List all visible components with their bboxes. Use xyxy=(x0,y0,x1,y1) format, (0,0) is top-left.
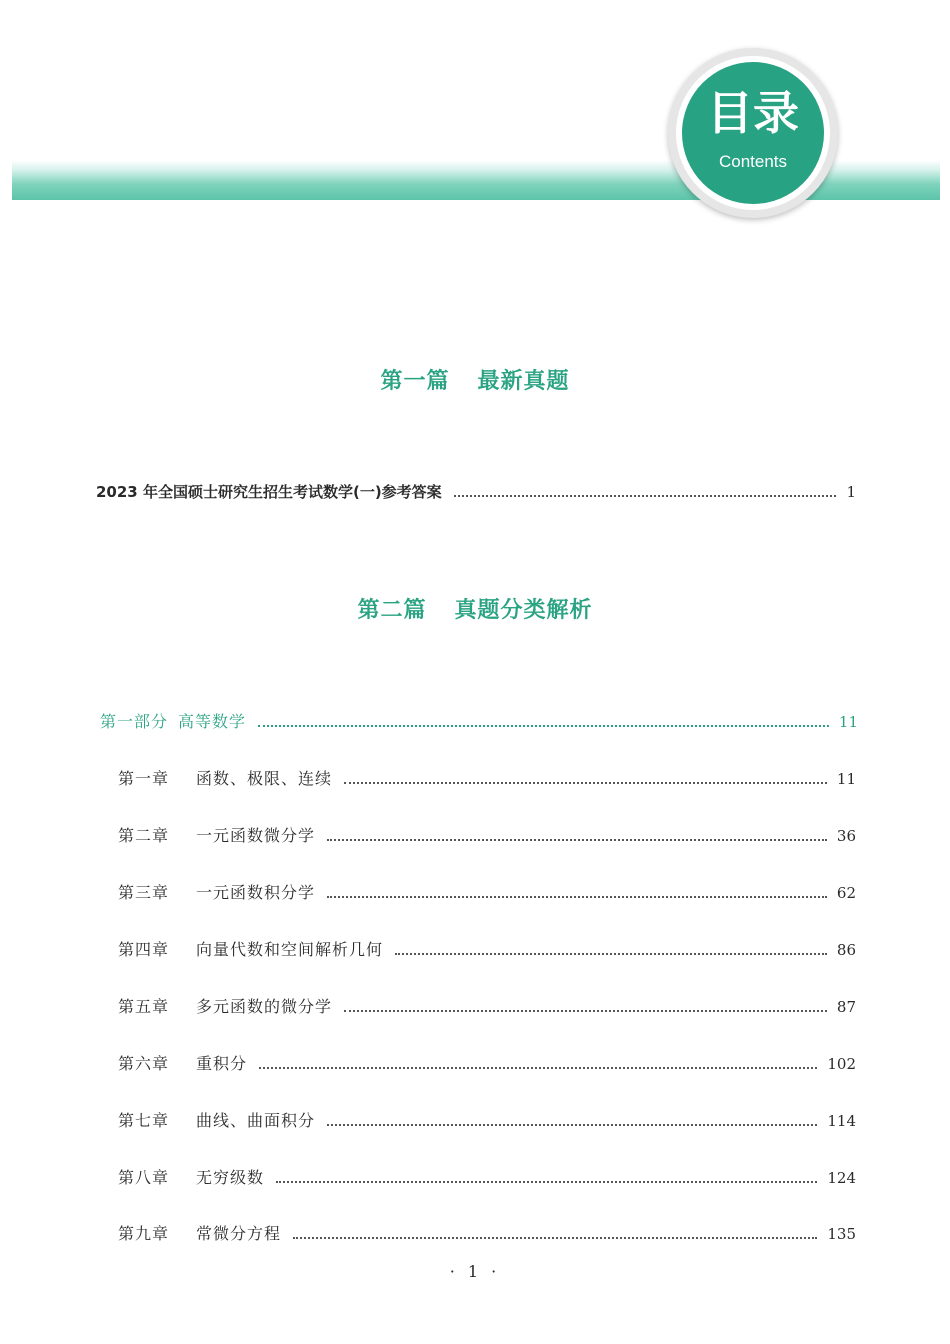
toc-chapter-page: 62 xyxy=(836,884,856,902)
toc-chapter-page: 124 xyxy=(827,1169,856,1187)
toc-chapter-page: 135 xyxy=(827,1225,856,1243)
toc-chapter-8[interactable] xyxy=(118,1166,856,1190)
toc-chapter-3[interactable] xyxy=(118,881,856,905)
toc-chapter-number: 第一章 xyxy=(118,769,170,788)
badge-subtitle: Contents xyxy=(718,152,788,171)
page-number: · 1 · xyxy=(449,1262,501,1281)
leader-dots xyxy=(293,1237,817,1239)
toc-chapter-number: 第四章 xyxy=(118,940,170,959)
leader-dots xyxy=(327,839,827,841)
toc-chapter-page: 86 xyxy=(836,941,856,959)
toc-chapter-4[interactable] xyxy=(118,938,856,962)
toc-chapter-title: 一元函数微分学 xyxy=(196,826,316,845)
leader-dots xyxy=(344,1010,827,1012)
toc-chapter-number: 第三章 xyxy=(118,883,170,902)
badge-title: 目录 xyxy=(707,86,799,140)
toc-chapter-number: 第七章 xyxy=(118,1111,170,1130)
toc-chapter-number: 第六章 xyxy=(118,1054,170,1073)
toc-chapter-number: 第二章 xyxy=(118,826,170,845)
toc-chapter-6[interactable] xyxy=(118,1052,856,1076)
toc-chapter-title: 一元函数积分学 xyxy=(196,883,316,902)
toc-chapter-title: 多元函数的微分学 xyxy=(196,997,333,1016)
part2-heading xyxy=(0,593,950,624)
toc-chapter-number: 第八章 xyxy=(118,1168,170,1187)
leader-dots xyxy=(276,1181,817,1183)
leader-dots xyxy=(344,782,827,784)
contents-badge xyxy=(682,62,824,204)
toc-section-title: 高等数学 xyxy=(178,712,247,731)
leader-dots xyxy=(454,495,837,497)
toc-chapter-7[interactable] xyxy=(118,1109,856,1133)
toc-chapter-9[interactable] xyxy=(118,1222,856,1246)
toc-chapter-number: 第九章 xyxy=(118,1224,170,1243)
toc-entry-answers-2023[interactable] xyxy=(96,480,856,504)
toc-chapter-title: 曲线、曲面积分 xyxy=(196,1111,316,1130)
part2-heading-title: 真题分类解析 xyxy=(454,597,593,623)
toc-chapter-2[interactable] xyxy=(118,824,856,848)
toc-chapter-title: 重积分 xyxy=(196,1054,248,1073)
toc-chapter-5[interactable] xyxy=(118,995,856,1019)
toc-chapter-page: 102 xyxy=(827,1055,856,1073)
part2-heading-number: 第二篇 xyxy=(357,597,427,623)
toc-entry-page: 1 xyxy=(846,483,856,501)
toc-chapter-title: 常微分方程 xyxy=(196,1224,282,1243)
toc-section-advanced-math[interactable] xyxy=(100,710,858,734)
toc-chapter-page: 87 xyxy=(836,998,856,1016)
toc-chapter-title: 向量代数和空间解析几何 xyxy=(196,940,384,959)
part1-heading xyxy=(0,364,950,395)
toc-chapter-number: 第五章 xyxy=(118,997,170,1016)
toc-chapter-page: 114 xyxy=(827,1112,856,1130)
toc-entry-title: 2023 年全国硕士研究生招生考试数学(一)参考答案 xyxy=(96,483,442,501)
toc-section-number: 第一部分 xyxy=(100,712,169,731)
part1-heading-title: 最新真题 xyxy=(477,368,570,394)
toc-chapter-title: 无穷级数 xyxy=(196,1168,265,1187)
leader-dots xyxy=(258,725,829,727)
part1-heading-number: 第一篇 xyxy=(380,368,450,394)
leader-dots xyxy=(327,1124,817,1126)
toc-chapter-title: 函数、极限、连续 xyxy=(196,769,333,788)
toc-chapter-page: 11 xyxy=(836,770,856,788)
toc-chapter-page: 36 xyxy=(836,827,856,845)
leader-dots xyxy=(395,953,827,955)
leader-dots xyxy=(327,896,827,898)
toc-chapter-1[interactable] xyxy=(118,767,856,791)
leader-dots xyxy=(259,1067,817,1069)
toc-section-page: 11 xyxy=(838,713,858,731)
